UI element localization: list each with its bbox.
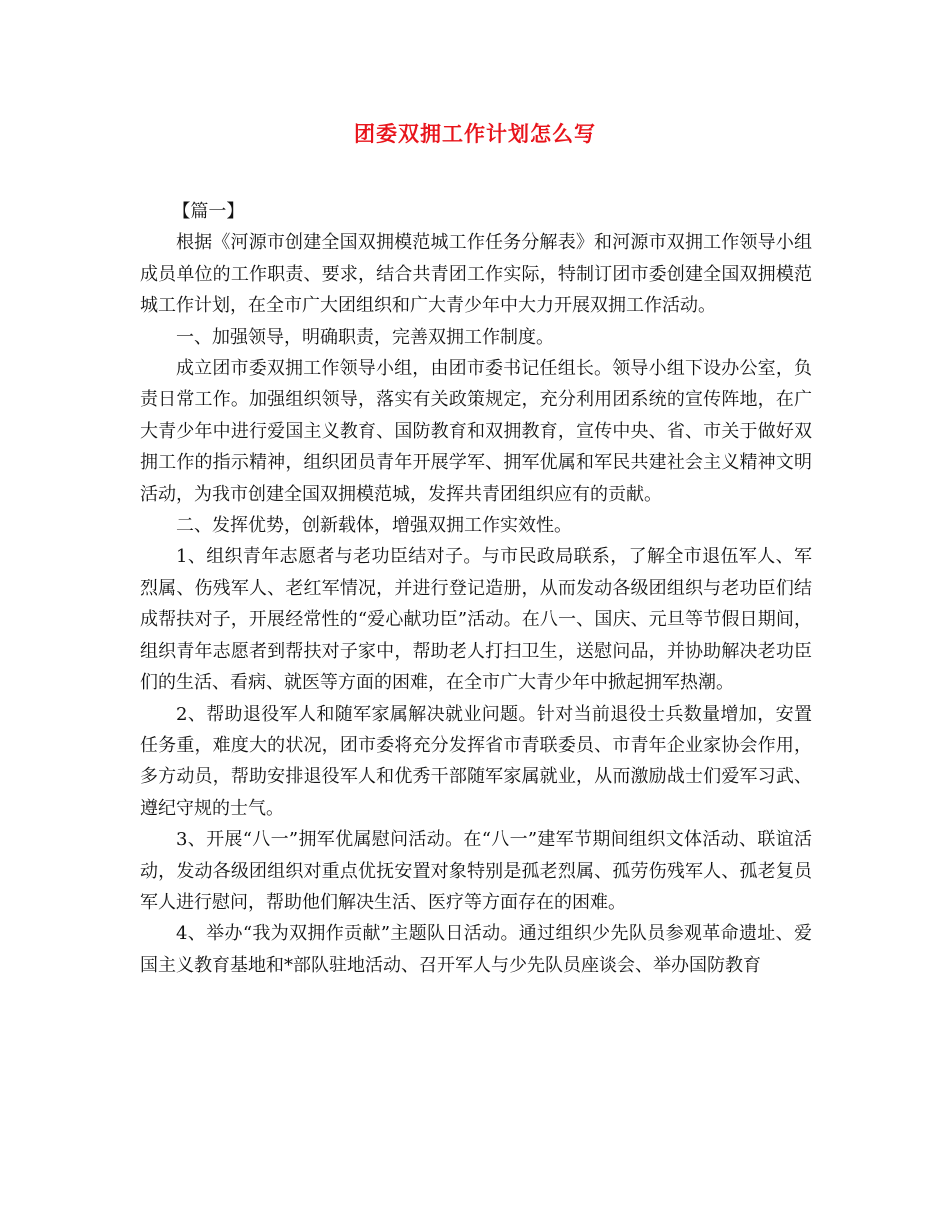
section-heading-two: 二、发挥优势，创新载体，增强双拥工作实效性。 [176,515,572,537]
paragraph-leadership: 成立团市委双拥工作领导小组，由团市委书记任组长。领导小组下设办公室，负责日常工作。加强组织领导，落实有关政策规定，充分利用团系统的宣传阵地，在广大青少年中进行爱国主义教育、国防教育和双拥教育，宣传中央、省、市关于做好双拥工作的指示精神，组织团员青年开展学军、拥军优属和军民共建社会主义精神文明活动，为我市创建全国双拥模范城，发挥共青团组织应有的贡献。 [140,358,812,505]
section-heading-part-one: 【篇一】 [172,201,245,222]
paragraph-item-2: 2、帮助退役军人和随军家属解决就业问题。针对当前退役士兵数量增加，安置任务重，难度大的状况，团市委将充分发挥省市青联委员、市青年企业家协会作用，多方动员，帮助安排退役军人和优秀干部随军家属就业，从而激励战士们爱军习武、遵纪守规的士气。 [140,703,812,819]
document-title: 团委双拥工作计划怎么写 [354,121,596,146]
paragraph-item-1: 1、组织青年志愿者与老功臣结对子。与市民政局联系，了解全市退伍军人、军烈属、伤残军人、老红军情况，并进行登记造册，从而发动各级团组织与老功臣们结成帮扶对子，开展经常性的“爱心献功臣”活动。在八一、国庆、元旦等节假日期间，组织青年志愿者到帮扶对子家中，帮助老人打扫卫生，送慰问品，并协助解决老功臣们的生活、看病、就医等方面的困难，在全市广大青少年中掀起拥军热潮。 [140,546,812,694]
paragraph-item-3: 3、开展“八一”拥军优属慰问活动。在“八一”建军节期间组织文体活动、联谊活动，发动各级团组织对重点优抚安置对象特别是孤老烈属、孤劳伤残军人、孤老复员军人进行慰问，帮助他们解决生活、医疗等方面存在的困难。 [140,829,812,913]
document-body [140,196,812,981]
paragraph-intro: 根据《河源市创建全国双拥模范城工作任务分解表》和河源市双拥工作领导小组成员单位的工作职责、要求，结合共青团工作实际，特制订团市委创建全国双拥模范城工作计划，在全市广大团组织和广大青少年中大力开展双拥工作活动。 [140,232,812,317]
section-heading-one: 一、加强领导，明确职责，完善双拥工作制度。 [176,326,554,348]
paragraph-item-4: 4、举办“我为双拥作贡献”主题队日活动。通过组织少先队员参观革命遗址、爱国主义教育基地和*部队驻地活动、召开军人与少先队员座谈会、举办国防教育 [140,923,812,976]
